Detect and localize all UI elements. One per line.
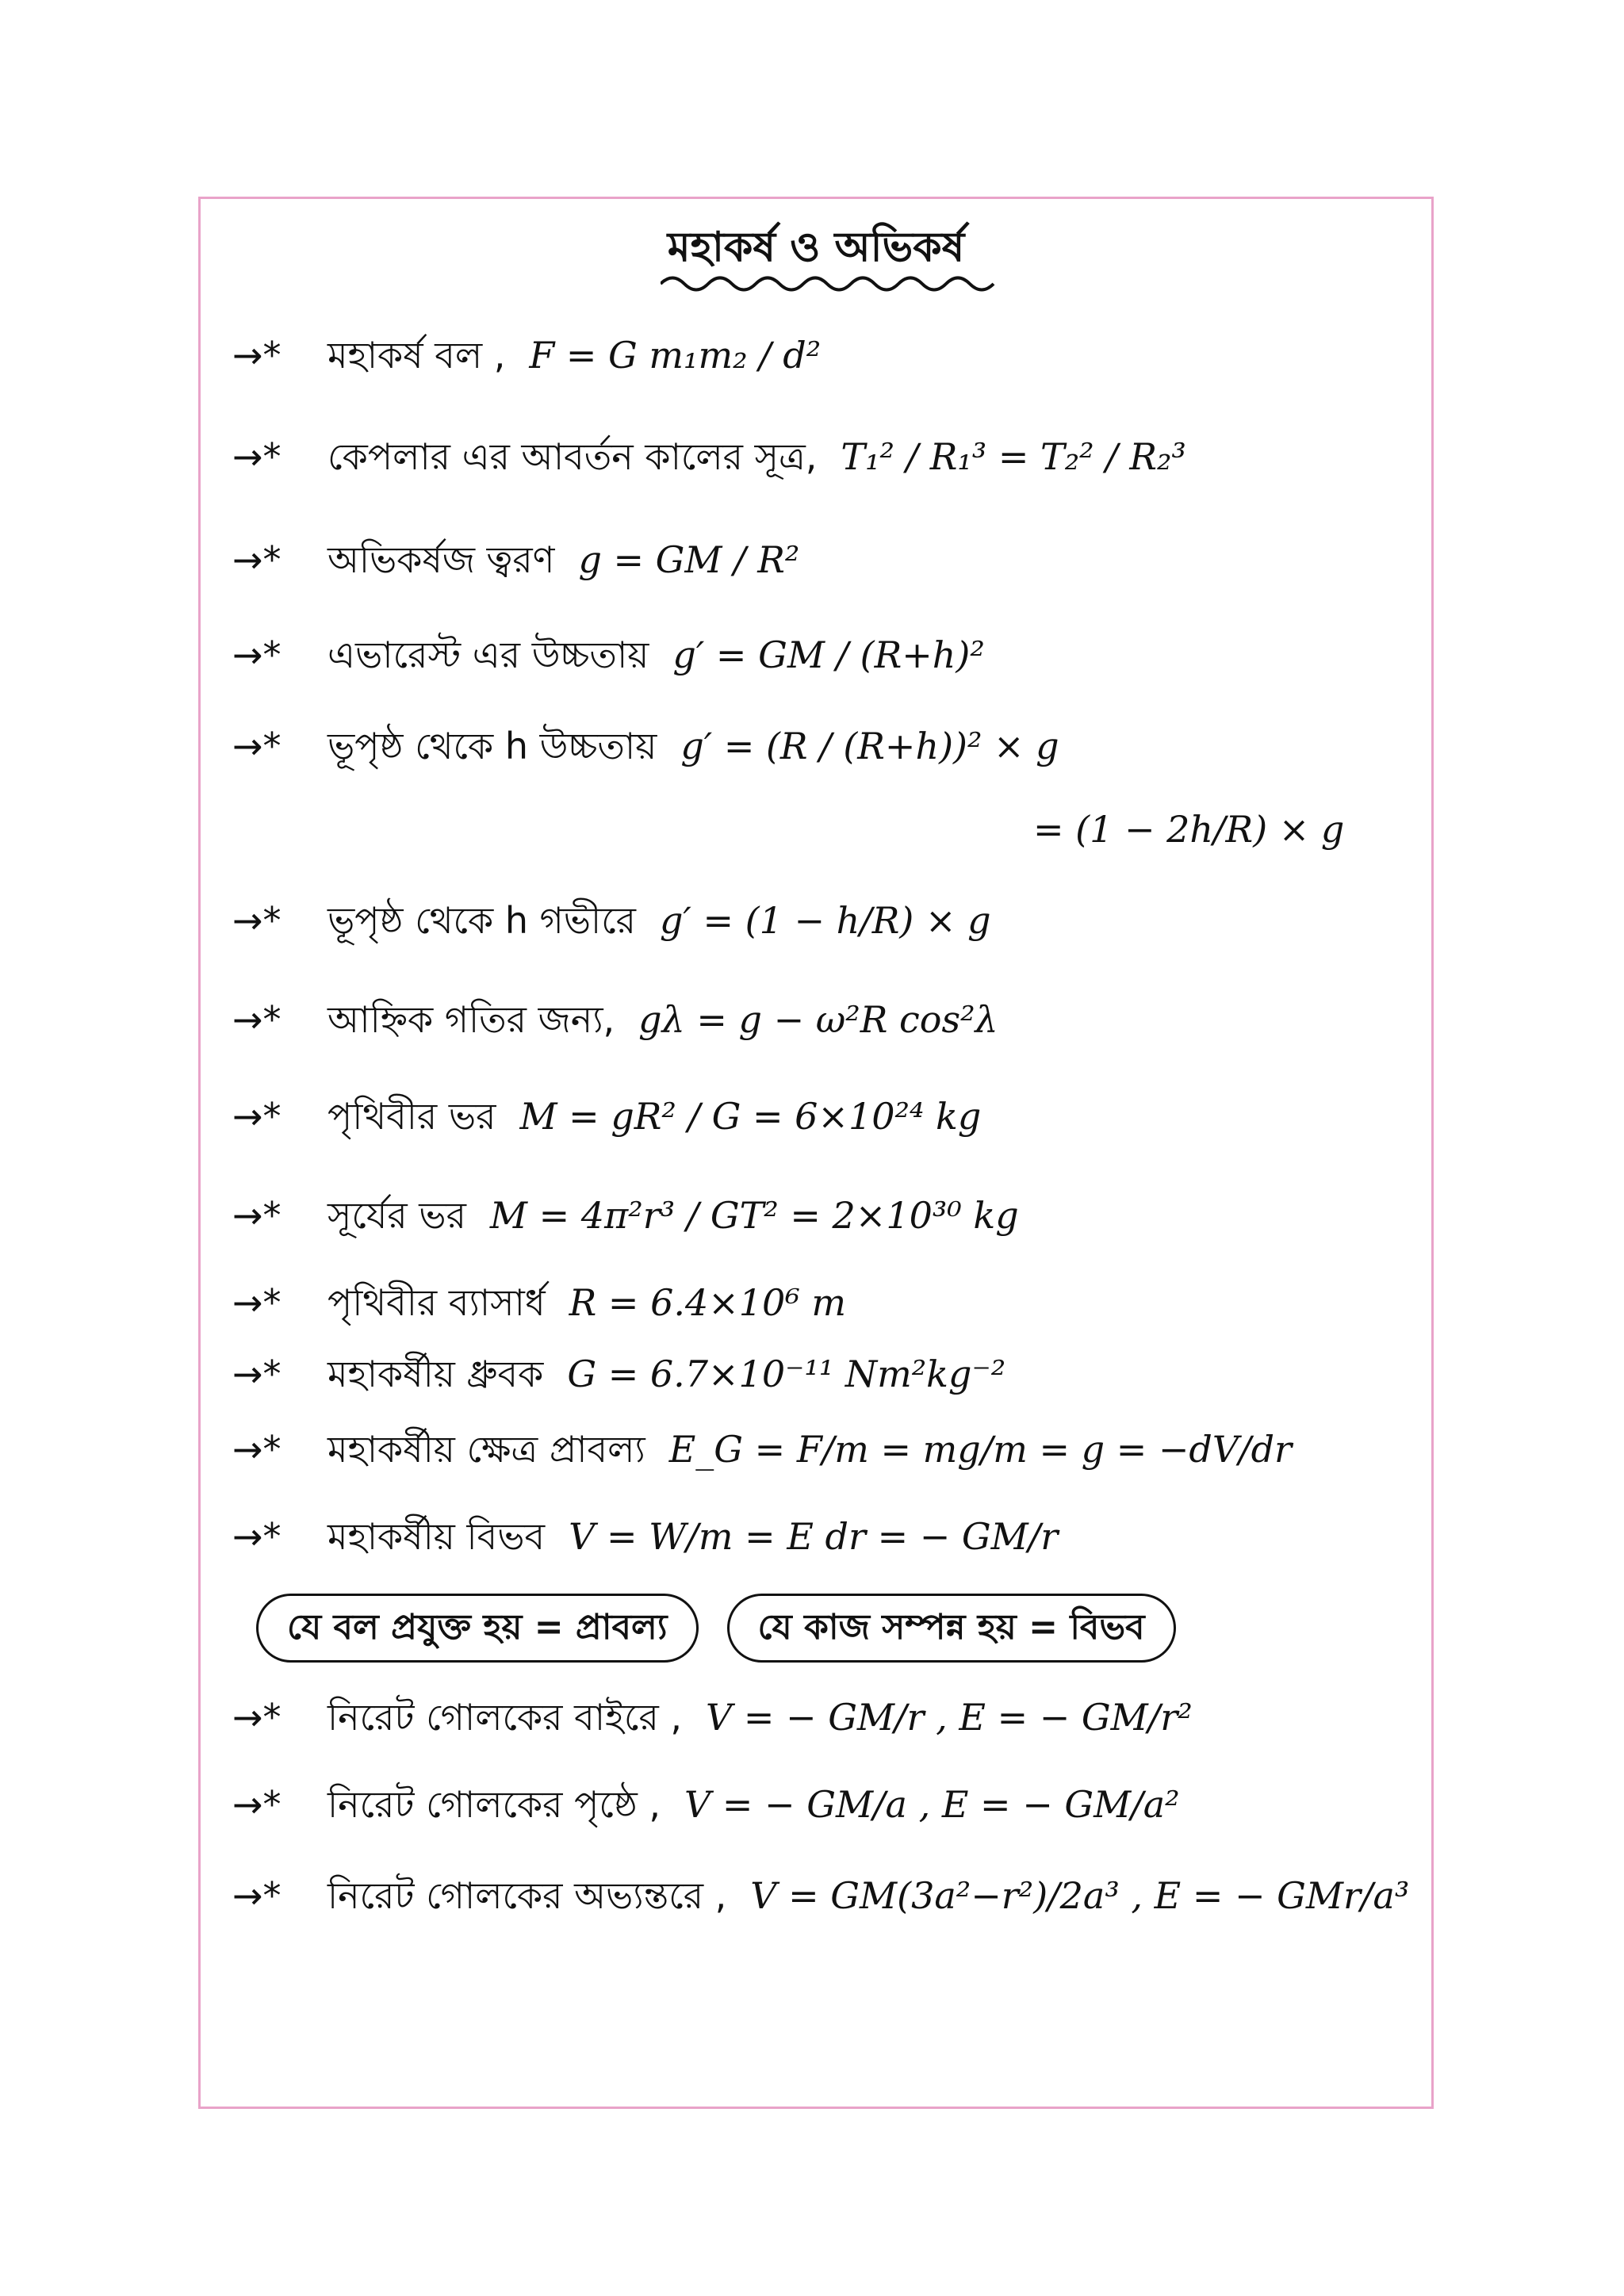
note-formula: M = gR² / G = 6×10²⁴ kg — [519, 1095, 982, 1138]
note-label: নিরেট গোলকের বাইরে , — [327, 1695, 683, 1739]
bullet-arrow-star-icon: →* — [232, 898, 282, 942]
bullet-arrow-star-icon: →* — [232, 1782, 282, 1826]
note-formula: V = − GM/r , E = − GM/r² — [706, 1695, 1193, 1739]
note-formula: g′ = GM / (R+h)² — [672, 633, 985, 676]
note-label: নিরেট গোলকের অভ্যন্তরে , — [327, 1873, 727, 1917]
note-label: সূর্যের ভর — [327, 1194, 466, 1238]
note-label: মহাকর্ষীয় ক্ষেত্র প্রাবল্য — [327, 1428, 645, 1471]
page-title: মহাকর্ষ ও অভিকর্ষ — [667, 224, 965, 271]
note-row — [232, 512, 1406, 607]
note-row — [232, 1341, 1406, 1408]
bullet-arrow-star-icon: →* — [232, 1095, 282, 1138]
note-label: পৃথিবীর ভর — [327, 1095, 496, 1138]
note-formula: g = GM / R² — [578, 538, 800, 581]
bullet-arrow-star-icon: →* — [232, 1515, 282, 1559]
note-row — [232, 401, 1406, 512]
formula-notes — [232, 310, 1410, 1943]
bullet-arrow-star-icon: →* — [232, 434, 282, 478]
bullet-arrow-star-icon: →* — [232, 724, 282, 767]
bullet-arrow-star-icon: →* — [232, 334, 282, 377]
note-label: মহাকর্ষ বল , — [327, 334, 506, 377]
note-row — [232, 972, 1406, 1067]
note-row — [232, 1848, 1410, 1943]
note-label: ভূপৃষ্ঠ থেকে h গভীরে — [327, 898, 636, 942]
note-formula: V = GM(3a²−r²)/2a³ , E = − GMr/a³ — [750, 1873, 1410, 1917]
note-formula: F = G m₁m₂ / d² — [529, 334, 822, 377]
bullet-arrow-star-icon: →* — [232, 1695, 282, 1739]
note-row — [232, 1408, 1406, 1491]
bullet-arrow-star-icon: →* — [232, 1873, 282, 1917]
note-row — [232, 1761, 1406, 1848]
note-formula: M = 4π²r³ / GT² = 2×10³⁰ kg — [489, 1194, 1019, 1238]
note-formula: V = − GM/a , E = − GM/a² — [684, 1782, 1180, 1826]
note-label: নিরেট গোলকের পৃষ্ঠে , — [327, 1782, 661, 1826]
note-row — [232, 702, 1406, 790]
cloud-box-potential: যে কাজ সম্পন্ন হয় = বিভব — [727, 1594, 1176, 1662]
page-frame — [198, 197, 1434, 2109]
title-underline-wave — [661, 272, 1002, 296]
note-label: মহাকর্ষীয় বিভব — [327, 1515, 546, 1559]
note-formula: G = 6.7×10⁻¹¹ Nm²kg⁻² — [567, 1353, 1006, 1396]
bullet-arrow-star-icon: →* — [232, 1428, 282, 1471]
note-row — [232, 1674, 1406, 1761]
bullet-arrow-star-icon: →* — [232, 1353, 282, 1396]
bullet-arrow-star-icon: →* — [232, 1194, 282, 1238]
note-label: অভিকর্ষজ ত্বরণ — [327, 538, 555, 581]
note-label: আহ্নিক গতির জন্য, — [327, 997, 615, 1041]
note-label: মহাকর্ষীয় ধ্রুবক — [327, 1353, 544, 1396]
note-formula: g′ = (R / (R+h))² × g — [680, 724, 1059, 767]
bullet-arrow-star-icon: →* — [232, 633, 282, 676]
note-formula: T₁² / R₁³ = T₂² / R₂³ — [841, 434, 1186, 478]
note-row — [232, 1265, 1406, 1341]
note-formula: R = 6.4×10⁶ m — [569, 1281, 846, 1325]
note-label: ভূপৃষ্ঠ থেকে h উচ্চতায় — [327, 724, 657, 767]
summary-boxes — [232, 1582, 1406, 1674]
note-formula: g′ = (1 − h/R) × g — [659, 898, 991, 942]
bullet-arrow-star-icon: →* — [232, 997, 282, 1041]
note-row — [232, 1166, 1406, 1265]
note-row — [232, 1067, 1406, 1166]
note-formula: gλ = g − ω²R cos²λ — [638, 997, 998, 1041]
note-formula: E_G = F/m = mg/m = g = −dV/dr — [668, 1428, 1292, 1471]
cloud-box-intensity: যে বল প্রযুক্ত হয় = প্রাবল্য — [256, 1594, 699, 1662]
note-row — [232, 607, 1406, 702]
note-row — [232, 1491, 1406, 1582]
note-label: এভারেস্ট এর উচ্চতায় — [327, 633, 649, 676]
note-row — [232, 869, 1406, 972]
note-row — [232, 310, 1406, 401]
note-label: কেপলার এর আবর্তন কালের সূত্র, — [327, 434, 818, 478]
note-row-continuation — [232, 790, 1406, 869]
note-formula: V = W/m = E dr = − GM/r — [569, 1515, 1059, 1559]
note-label: পৃথিবীর ব্যাসার্ধ — [327, 1281, 546, 1325]
bullet-arrow-star-icon: →* — [232, 1281, 282, 1325]
note-formula: = (1 − 2h/R) × g — [1033, 807, 1345, 851]
bullet-arrow-star-icon: →* — [232, 538, 282, 581]
